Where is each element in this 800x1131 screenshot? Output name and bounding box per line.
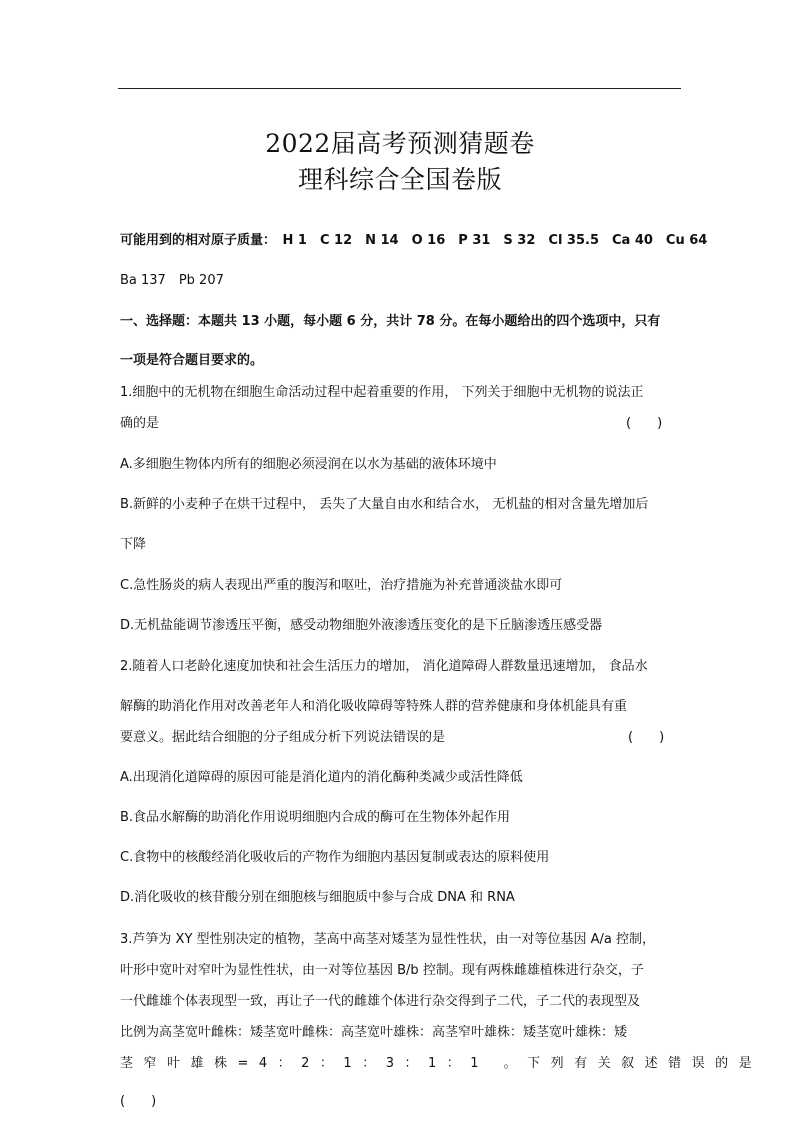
q1-option-d: D.无机盐能调节渗透压平衡，感受动物细胞外液渗透压变化的是下丘脑渗透压感受器 <box>120 618 603 633</box>
header-rule <box>118 88 681 89</box>
atomic-mass-line-2: Ba 137 Pb 207 <box>120 273 224 288</box>
q1-option-a: A.多细胞生物体内所有的细胞必须浸润在以水为基础的液体环境中 <box>120 457 497 472</box>
q2-option-d: D.消化吸收的核苷酸分别在细胞核与细胞质中参与合成 DNA 和 RNA <box>120 890 515 905</box>
q1-stem-line-2: 确的是 <box>120 416 160 431</box>
q1-option-b-line-2: 下降 <box>120 537 147 552</box>
section-instruction-line-1: 一、选择题：本题共 13 小题，每小题 6 分，共计 78 分。在每小题给出的四个选项中，只有 <box>120 314 661 329</box>
q2-stem-line-2: 解酶的助消化作用对改善老年人和消化吸收障碍等特殊人群的营养健康和身体机能具有重 <box>120 699 628 714</box>
q2-answer-blank: ( ) <box>628 730 665 745</box>
q2-option-c: C.食物中的核酸经消化吸收后的产物作为细胞内基因复制或表达的原料使用 <box>120 850 550 865</box>
q3-stem-line-5: 茎窄叶雄株=4：2：1：3：1：1 。下列有关叙述错误的是 <box>120 1056 763 1071</box>
exam-title: 2022届高考预测猜题卷 <box>265 129 535 158</box>
exam-subtitle: 理科综合全国卷版 <box>297 165 502 194</box>
q2-option-a: A.出现消化道障碍的原因可能是消化道内的消化酶种类减少或活性降低 <box>120 770 523 785</box>
atomic-mass-line-1: 可能用到的相对原子质量： H 1 C 12 N 14 O 16 P 31 S 32 Cl 35.5 Ca 40 Cu 64 <box>120 233 708 248</box>
q2-option-b: B.食品水解酶的助消化作用说明细胞内合成的酶可在生物体外起作用 <box>120 810 511 825</box>
q2-stem-line-1: 2.随着人口老龄化速度加快和社会生活压力的增加， 消化道障碍人群数量迅速增加， 食品水 <box>120 659 648 674</box>
q3-stem-line-2: 叶形中宽叶对窄叶为显性性状，由一对等位基因 B/b 控制。现有两株雌雄植株进行杂交，子 <box>120 963 644 978</box>
q1-answer-blank: ( ) <box>626 416 663 431</box>
q1-option-c: C.急性肠炎的病人表现出严重的腹泻和呕吐，治疗措施为补充普通淡盐水即可 <box>120 578 563 593</box>
q3-answer-blank: ( ) <box>120 1094 157 1109</box>
q3-stem-line-4: 比例为高茎宽叶雌株：矮茎宽叶雌株：高茎宽叶雄株：高茎窄叶雄株：矮茎宽叶雄株：矮 <box>120 1025 628 1040</box>
q1-option-b-line-1: B.新鲜的小麦种子在烘干过程中， 丢失了大量自由水和结合水， 无机盐的相对含量先增加后 <box>120 497 649 512</box>
q3-stem-line-3: 一代雌雄个体表现型一致，再让子一代的雌雄个体进行杂交得到子二代，子二代的表现型及 <box>120 994 641 1009</box>
q2-stem-line-3: 要意义。据此结合细胞的分子组成分析下列说法错误的是 <box>120 730 446 745</box>
section-instruction-line-2: 一项是符合题目要求的。 <box>120 353 264 368</box>
q1-stem-line-1: 1.细胞中的无机物在细胞生命活动过程中起着重要的作用， 下列关于细胞中无机物的说法正 <box>120 385 644 400</box>
q3-stem-line-1: 3.芦笋为 XY 型性别决定的植物，茎高中高茎对矮茎为显性性状，由一对等位基因 A/a 控制， <box>120 932 656 947</box>
